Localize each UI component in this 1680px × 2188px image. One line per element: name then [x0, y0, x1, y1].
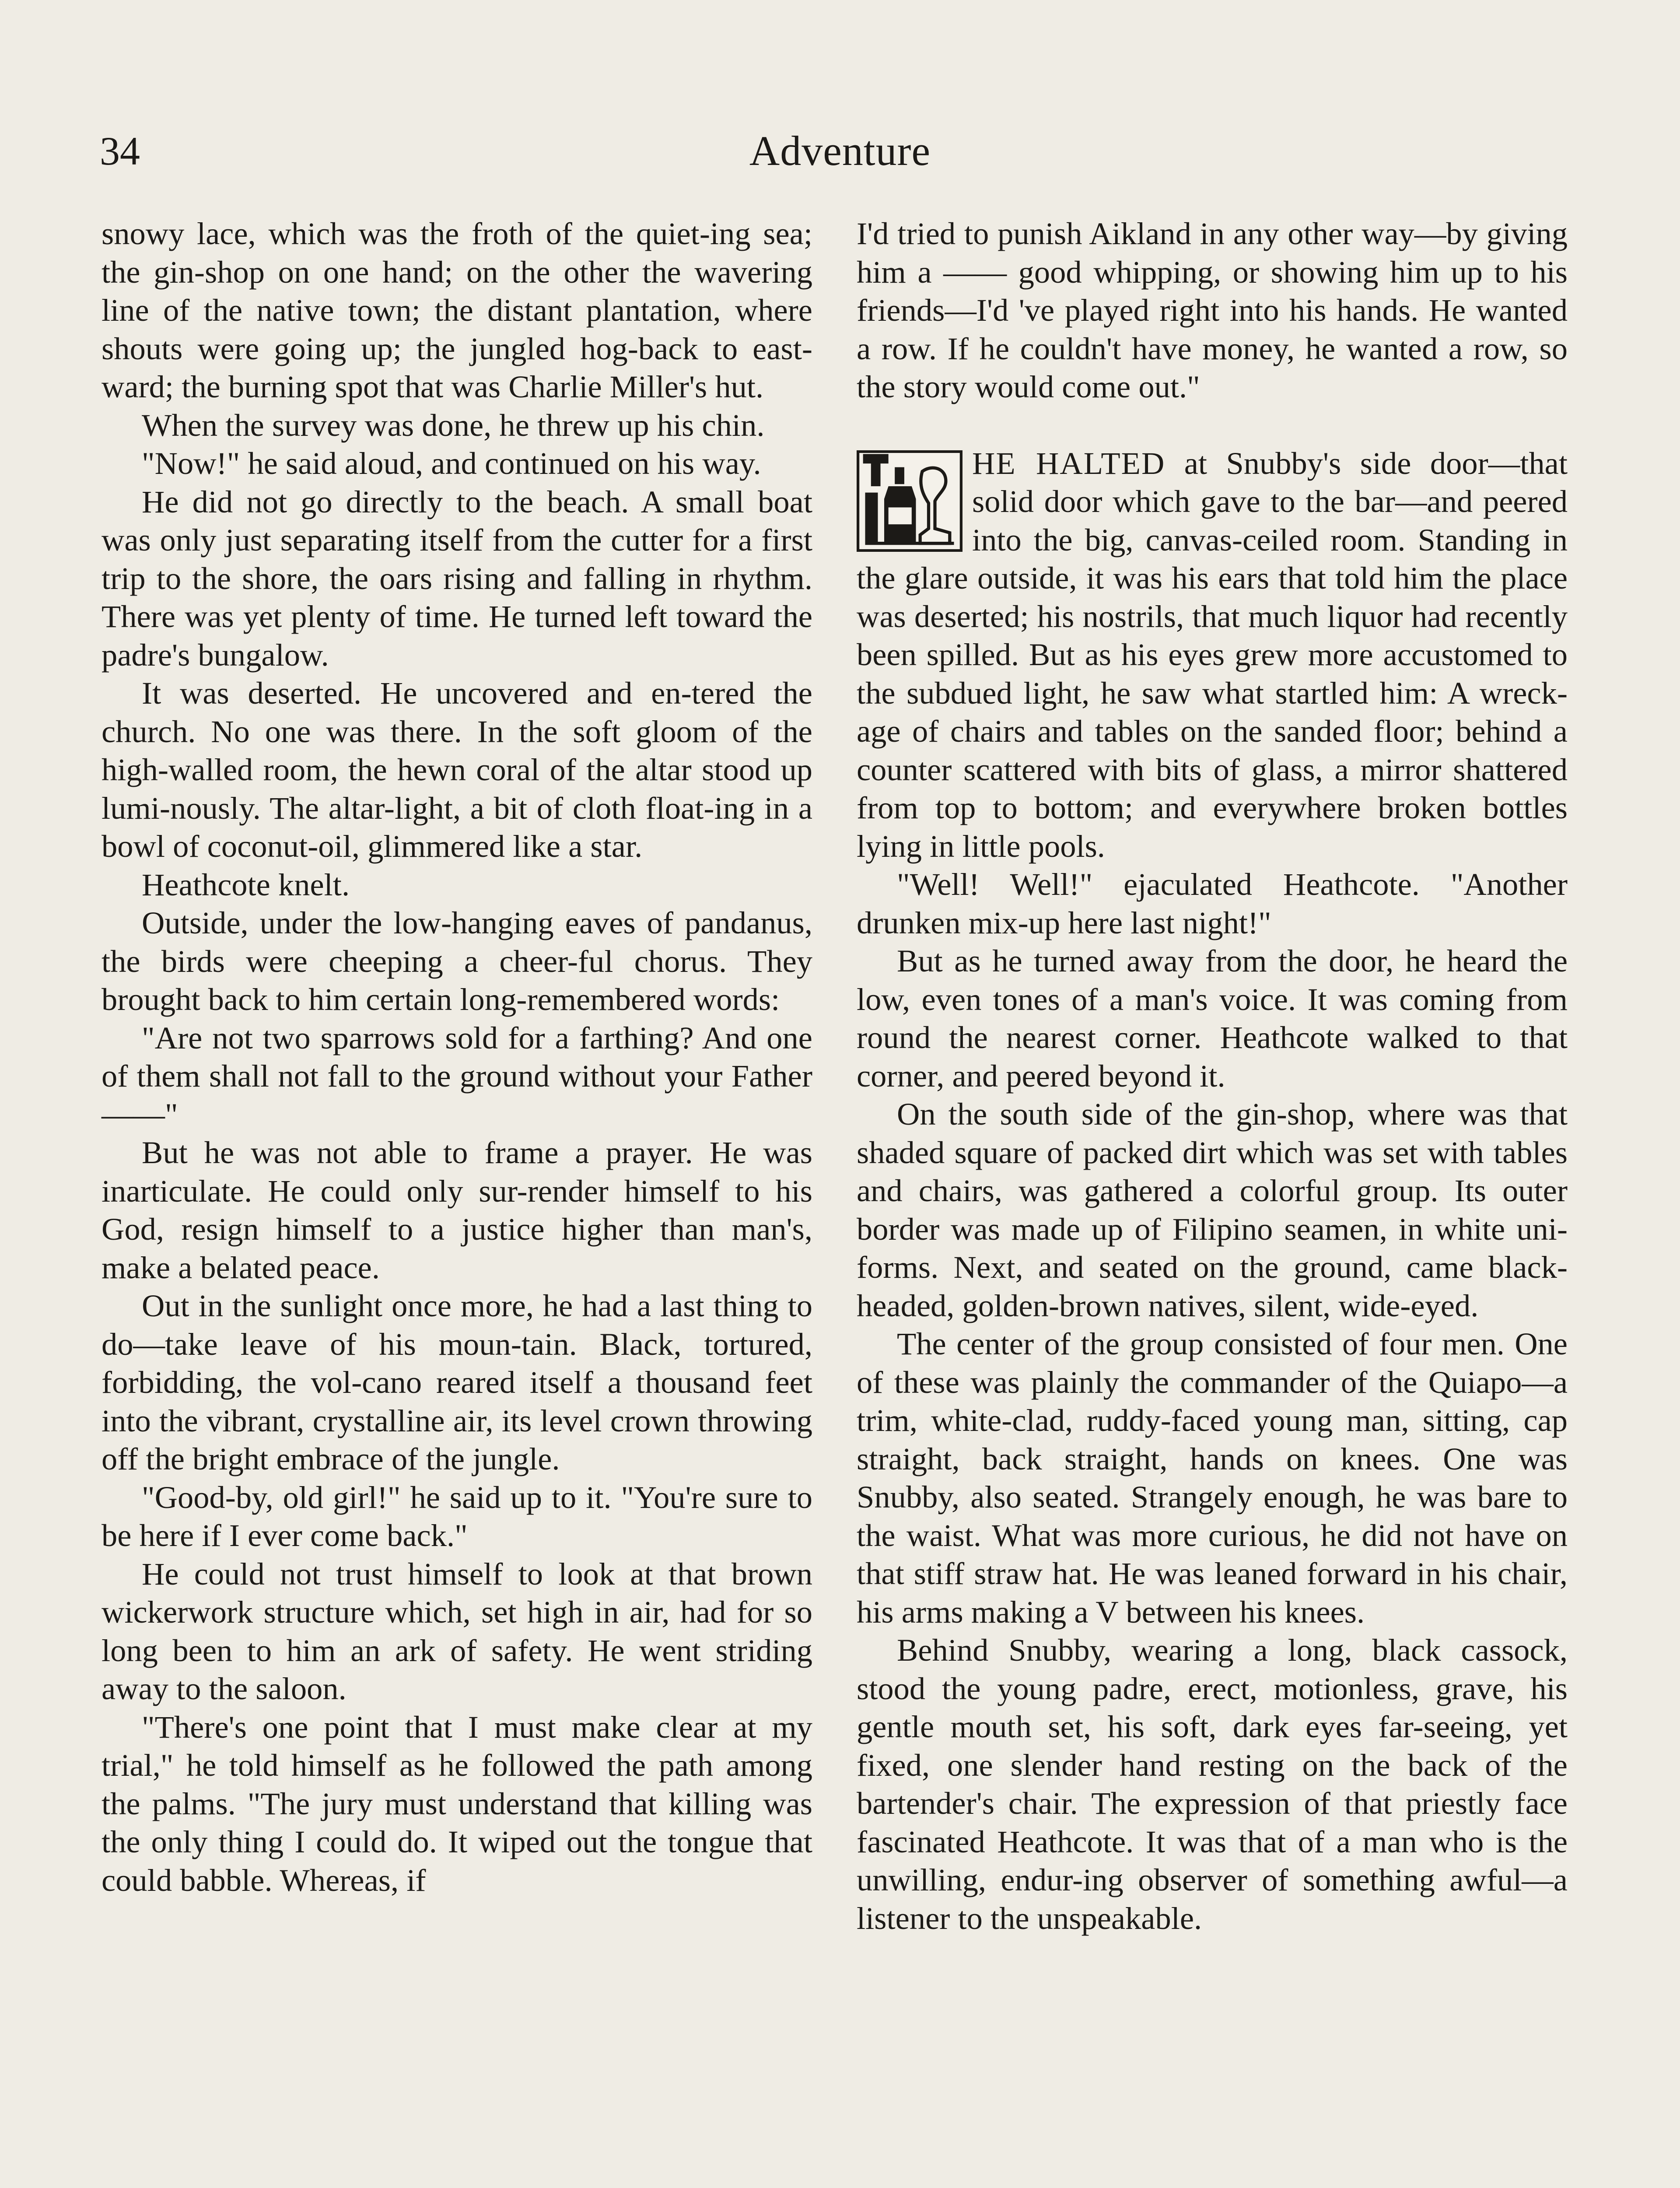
- paragraph: When the survey was done, he threw up his chin.: [142, 407, 765, 443]
- paragraph: "Now!" he said aloud, and continued on his way.: [142, 445, 761, 481]
- paragraph: But as he turned away from the door, he heard the low, even tones of a man's voice. It was coming from round the nearest corner. Heathcote walked to that corner, and peered beyond it.: [857, 943, 1568, 1094]
- right-column: [857, 214, 1568, 1937]
- paragraph: He did not go directly to the beach. A small boat was only just separating itself from the cutter for a first trip to the shore, the oars rising and falling in rhythm. There was yet plenty of time. He turned left toward the padre's bungalow.: [102, 484, 812, 673]
- left-column: [102, 214, 812, 1899]
- paragraph: Behind Snubby, wearing a long, black cassock, stood the young padre, erect, motionless, grave, his gentle mouth set, his soft, dark eyes far-seeing, yet fixed, one slender hand resting on the back of the bartender's chair. The expression of that priestly face fascinated Heathcote. It was that of a man who is the unwilling, endur-ing observer of something awful—a listener to the unspeakable.: [857, 1632, 1568, 1936]
- paragraph: The center of the group consisted of four men. One of these was plainly the commander of the Quiapo—a trim, white-clad, ruddy-faced young man, sitting, cap straight, back straight, hands on knees. One was Snubby, also seated. Strangely enough, he was bare to the waist. What was more curious, he did not have on that stiff straw hat. He was leaned forward in his chair, his arms making a V between his knees.: [857, 1326, 1568, 1630]
- paragraph: I'd tried to punish Aikland in any other way—by giving him a —— good whipping, or showing him up to his friends—I'd 've played right into his hands. He wanted a row. If he couldn't have money, he wanted a row, so the story would come out.": [857, 216, 1568, 404]
- bottle-still-life-initial-icon: [857, 450, 962, 552]
- section-paragraph: [857, 444, 1568, 866]
- paragraph: "Are not two sparrows sold for a farthing? And one of them shall not fall to the ground without your Father——": [102, 1020, 812, 1132]
- running-title: Adventure: [749, 127, 931, 174]
- paragraph: snowy lace, which was the froth of the quiet-ing sea; the gin-shop on one hand; on the other the wavering line of the native town; the distant plantation, where shouts were going up; the jungled hog-back to east-ward; the burning spot that was Charlie Miller's hut.: [102, 216, 812, 404]
- paragraph: "There's one point that I must make clear at my trial," he told himself as he followed the path among the palms. "The jury must understand that killing was the only thing I could do. It wiped out the tongue that could babble. Whereas, if: [102, 1709, 812, 1898]
- page-number: 34: [100, 129, 140, 173]
- section-text: at Snubby's side door—that solid door which gave to the bar—and peered into the big, canvas-ceiled room. Standing in the glare outside, it was his ears that told him the place was deserted; his nostrils, that much liquor had recently been spilled. But as his eyes grew more accustomed to the subdued light, he saw what startled him: A wreck-age of chairs and tables on the sanded floor; behind a counter scattered with bits of glass, a mirror shattered from top to bottom; and everywhere broken bottles lying in little pools.: [857, 445, 1568, 864]
- paragraph: Heathcote knelt.: [142, 866, 350, 902]
- section-opening: [857, 444, 1568, 866]
- paragraph: But he was not able to frame a prayer. He was inarticulate. He could only sur-render himself to his God, resign himself to a justice higher than man's, make a belated peace.: [102, 1135, 812, 1285]
- section-lead-caps: HE HALTED: [972, 445, 1166, 481]
- paragraph: Outside, under the low-hanging eaves of pandanus, the birds were cheeping a cheer-ful chorus. They brought back to him certain long-remembered words:: [102, 905, 812, 1017]
- paragraph: Out in the sunlight once more, he had a last thing to do—take leave of his moun-tain. Black, tortured, forbidding, the vol-cano reared itself a thousand feet into the vibrant, crystalline air, its level crown throwing off the bright embrace of the jungle.: [102, 1288, 812, 1476]
- paragraph: On the south side of the gin-shop, where was that shaded square of packed dirt which was set with tables and chairs, was gathered a colorful group. Its outer border was made up of Filipino seamen, in white uni-forms. Next, and seated on the ground, came black-headed, golden-brown natives, silent, wide-eyed.: [857, 1096, 1568, 1323]
- paragraph: "Well! Well!" ejaculated Heathcote. "Another drunken mix-up here last night!": [857, 866, 1568, 940]
- page-header: [0, 118, 1680, 184]
- paragraph: He could not trust himself to look at that brown wickerwork structure which, set high in air, had for so long been to him an ark of safety. He went striding away to the saloon.: [102, 1556, 812, 1706]
- paragraph: It was deserted. He uncovered and en-tered the church. No one was there. In the soft gloom of the high-walled room, the hewn coral of the altar stood up lumi-nously. The altar-light, a bit of cloth float-ing in a bowl of coconut-oil, glimmered like a star.: [102, 675, 812, 864]
- paragraph: "Good-by, old girl!" he said up to it. "You're sure to be here if I ever come back.": [102, 1479, 812, 1553]
